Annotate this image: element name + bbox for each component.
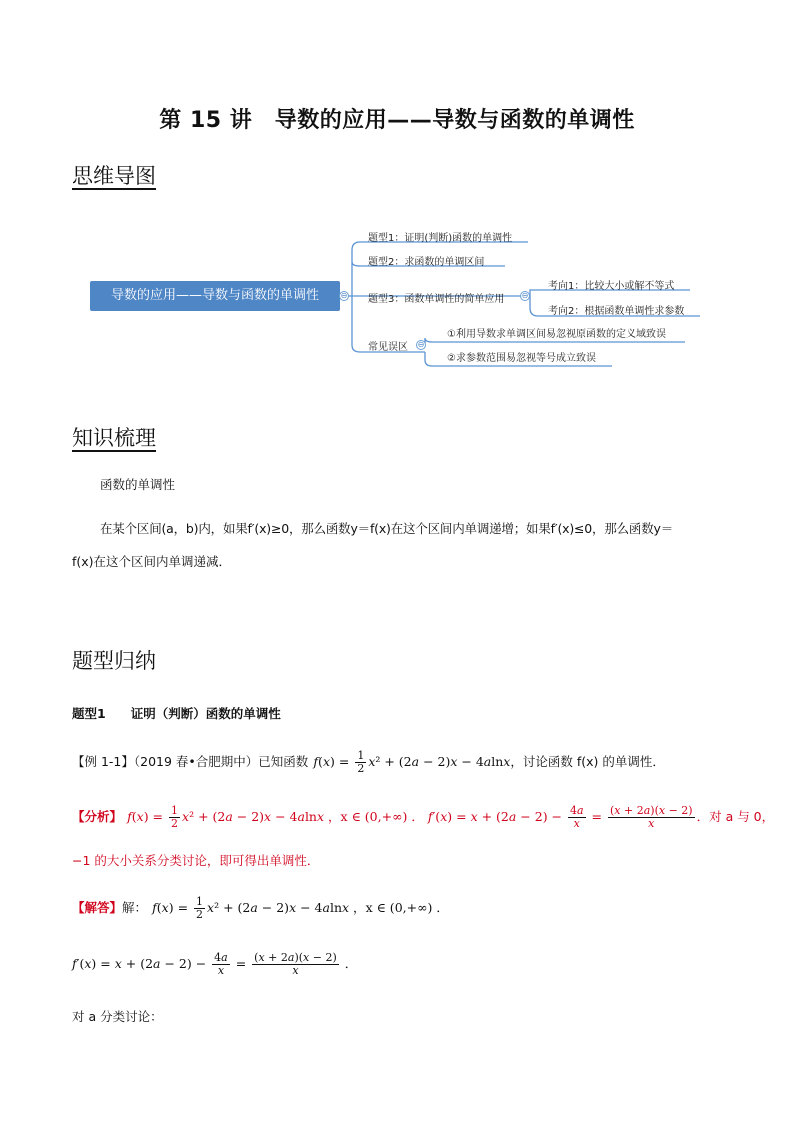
mindmap-branch-2: 题型2：求函数的单调区间 (368, 257, 485, 268)
answer-discuss: 对 a 分类讨论： (72, 1009, 163, 1024)
mindmap-root: 导数的应用——导数与函数的单调性 (90, 281, 340, 311)
collapse-icon[interactable]: ⊖ (521, 291, 529, 300)
example-source: （2019 春•合肥期中）已知函数 (133, 754, 309, 769)
page-title: 第 15 讲 导数的应用——导数与函数的单调性 (159, 108, 635, 133)
example-tag: 【例 1-1】 (72, 754, 134, 769)
analysis-tail: ．对 a 与 0， (696, 809, 775, 824)
mindmap-branch-4: 常见误区 (368, 342, 408, 353)
knowledge-line-2: f(x)在这个区间内单调递减． (72, 554, 232, 569)
analysis-line-2: −1 的大小关系分类讨论，即可得出单调性． (72, 853, 320, 868)
example-1-1 (72, 750, 665, 775)
mindmap-sub-3-2: 考向2：根据函数单调性求参数 (548, 306, 685, 317)
analysis-formula: f(x) = $\frac{1}{2}$ x² + (2a − 2)x − 4alnx ，x ∈ (0,+∞) ． f′(x) = x + (2a − 2) − $\frac{4a}{x}$ = $\frac{(x + 2a)(x - 2)}{x}$ (127, 804, 693, 830)
collapse-icon[interactable]: ⊖ (340, 291, 348, 300)
collapse-icon[interactable]: ⊖ (417, 340, 425, 349)
mindmap-branch-1: 题型1：证明(判断)函数的单调性 (368, 233, 513, 244)
section-types-heading: 题型归纳 (72, 649, 156, 673)
mindmap-sub-4-1: ①利用导数求单调区间易忽视原函数的定义域致误 (447, 329, 666, 340)
section-knowledge-heading: 知识梳理 (72, 426, 156, 450)
answer-tag: 【解答】 (72, 900, 123, 915)
mindmap-sub-4-2: ②求参数范围易忽视等号成立致误 (447, 353, 596, 364)
analysis-line-1 (72, 805, 774, 830)
example-tail: ，讨论函数 f(x) 的单调性． (510, 754, 665, 769)
answer-formula: f(x) = $\frac{1}{2}$ x² + (2a − 2)x − 4alnx ，x ∈ (0,+∞) ． (152, 895, 449, 921)
type1-heading: 题型1 证明（判断）函数的单调性 (72, 706, 281, 721)
answer-line-2 (72, 952, 357, 977)
mindmap-branch-3: 题型3：函数单调性的简单应用 (368, 294, 505, 305)
example-function: f(x) = $\frac{1}{2}$ x² + (2a − 2)x − 4alnx (313, 749, 511, 775)
answer-head: 解： (122, 900, 148, 915)
answer-derivative: f′(x) = x + (2a − 2) − $\frac{4a}{x}$ = $\frac{(x + 2a)(x - 2)}{x}$ ． (72, 951, 358, 977)
section-mindmap-heading: 思维导图 (72, 164, 156, 188)
knowledge-line-1: 在某个区间(a，b)内，如果f′(x)≥0，那么函数y＝f(x)在这个区间内单调递增；如果f′(x)≤0，那么函数y＝ (100, 521, 674, 536)
mindmap-sub-3-1: 考向1：比较大小或解不等式 (548, 281, 675, 292)
knowledge-subheading: 函数的单调性 (100, 477, 176, 492)
answer-line-1 (72, 896, 449, 921)
analysis-tag: 【分析】 (72, 809, 123, 824)
